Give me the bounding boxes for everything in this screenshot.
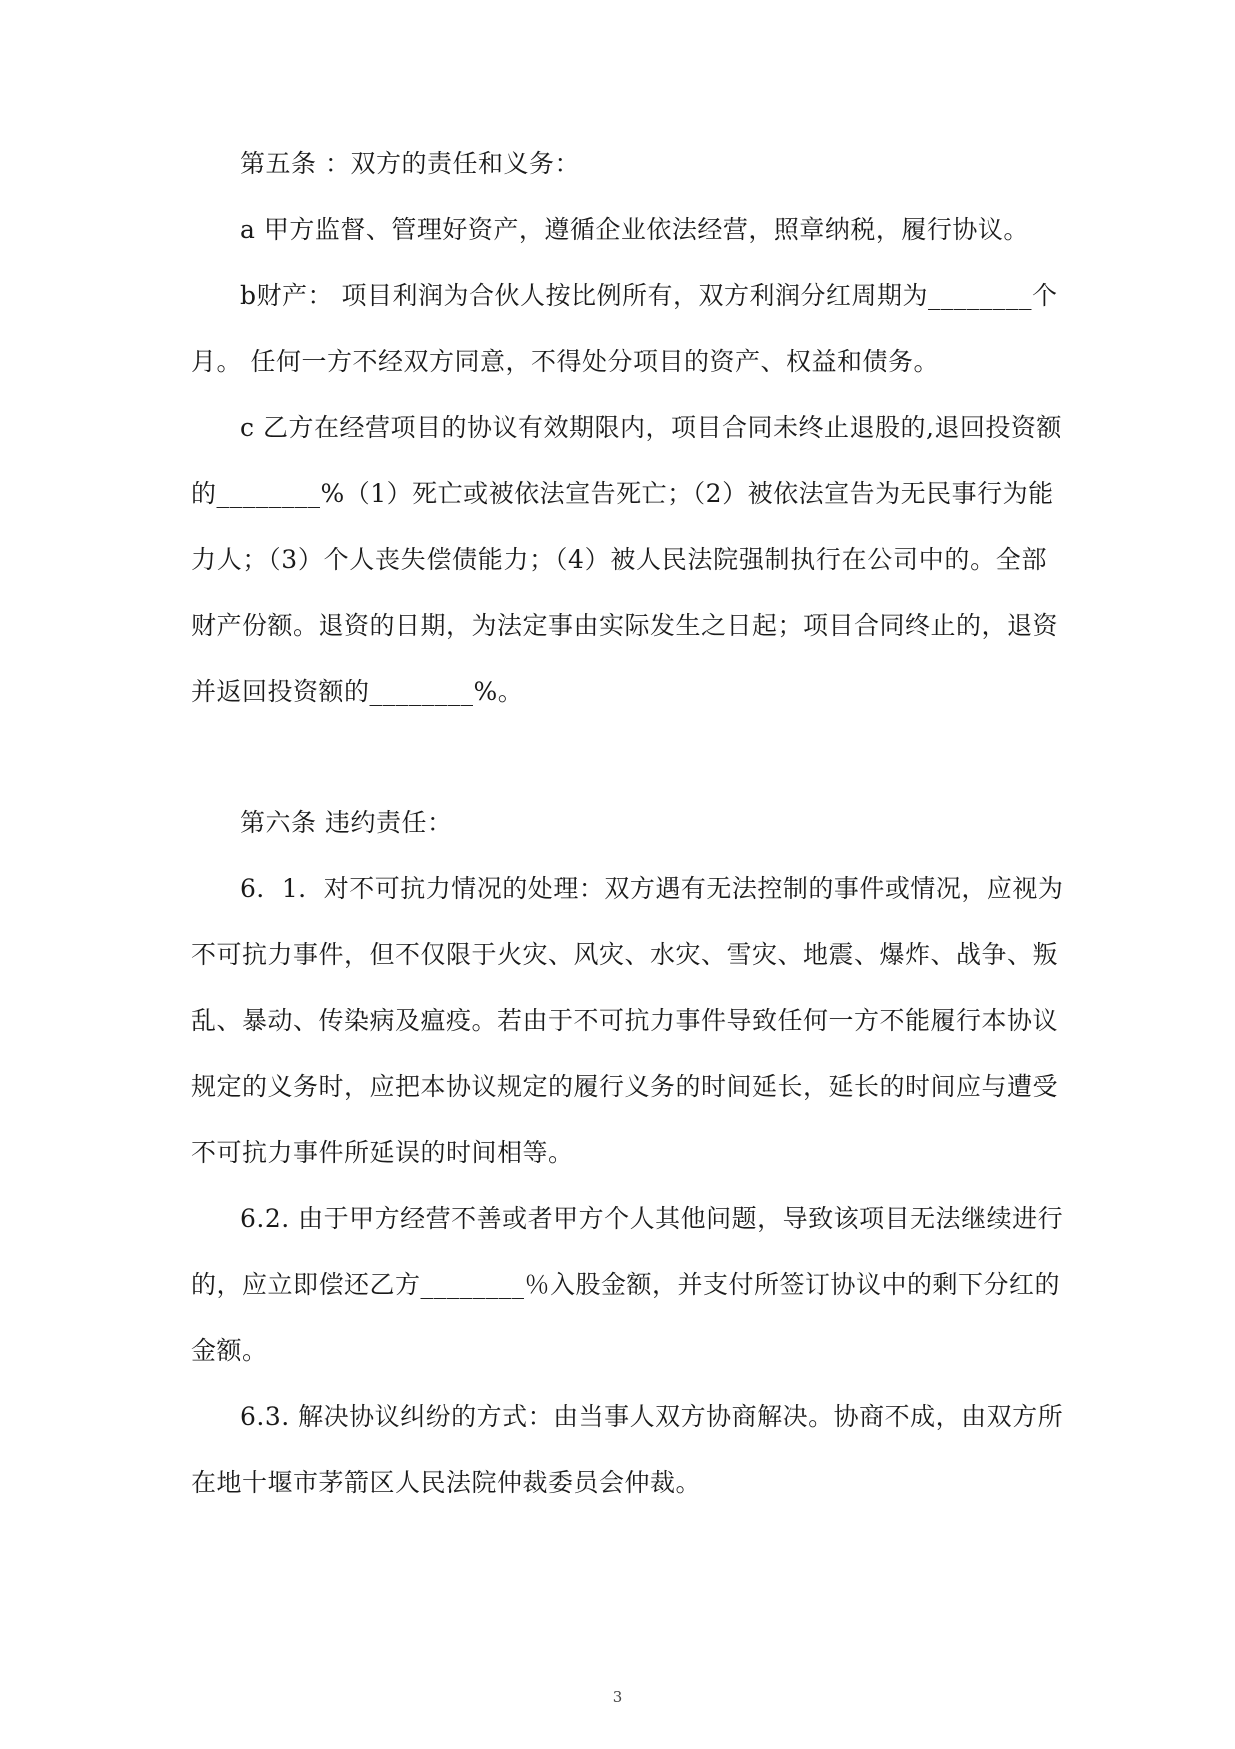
article6-clause-6-1-line5: 不可抗力事件所延误的时间相等。 xyxy=(191,1138,574,1167)
article5-item-a: a 甲方监督、管理好资产，遵循企业依法经营，照章纳税，履行协议。 xyxy=(240,215,1029,244)
article5-item-c-line5: 并返回投资额的________%。 xyxy=(191,677,524,706)
article5-item-b-line1: b财产： 项目利润为合伙人按比例所有，双方利润分红周期为________个 xyxy=(240,281,1058,310)
article6-clause-6-3-line1: 6.3. 解决协议纠纷的方式：由当事人双方协商解决。协商不成，由双方所 xyxy=(240,1402,1064,1431)
article6-clause-6-3-line2: 在地十堰市茅箭区人民法院仲裁委员会仲裁。 xyxy=(191,1468,702,1497)
article5-item-c-line2: 的________%（1）死亡或被依法宣告死亡；（2）被依法宣告为无民事行为能 xyxy=(191,479,1054,508)
article6-heading: 第六条 违约责任： xyxy=(240,808,453,837)
article6-clause-6-2-line1: 6.2. 由于甲方经营不善或者甲方个人其他问题，导致该项目无法继续进行 xyxy=(240,1204,1064,1233)
article6-clause-6-2-line3: 金额。 xyxy=(191,1336,268,1365)
article6-clause-6-1-line1: 6．1．对不可抗力情况的处理：双方遇有无法控制的事件或情况，应视为 xyxy=(240,874,1064,903)
article5-item-c-line4: 财产份额。退资的日期，为法定事由实际发生之日起；项目合同终止的，退资 xyxy=(191,611,1059,640)
article5-item-c-line3: 力人；（3）个人丧失偿债能力；（4）被人民法院强制执行在公司中的。全部 xyxy=(191,545,1047,574)
article5-item-c-line1: c 乙方在经营项目的协议有效期限内，项目合同未终止退股的,退回投资额 xyxy=(240,413,1062,442)
article6-clause-6-1-line3: 乱、暴动、传染病及瘟疫。若由于不可抗力事件导致任何一方不能履行本协议 xyxy=(191,1006,1059,1035)
article6-clause-6-1-line2: 不可抗力事件，但不仅限于火灾、风灾、水灾、雪灾、地震、爆炸、战争、叛 xyxy=(191,940,1059,969)
article6-clause-6-1-line4: 规定的义务时，应把本协议规定的履行义务的时间延长，延长的时间应与遭受 xyxy=(191,1072,1059,1101)
article5-item-b-line2: 月。 任何一方不经双方同意，不得处分项目的资产、权益和债务。 xyxy=(191,347,939,376)
page-number: 3 xyxy=(612,1688,623,1706)
article5-heading: 第五条 ：双方的责任和义务： xyxy=(240,149,580,178)
article6-clause-6-2-line2: 的，应立即偿还乙方________％入股金额，并支付所签订协议中的剩下分红的 xyxy=(191,1270,1061,1299)
